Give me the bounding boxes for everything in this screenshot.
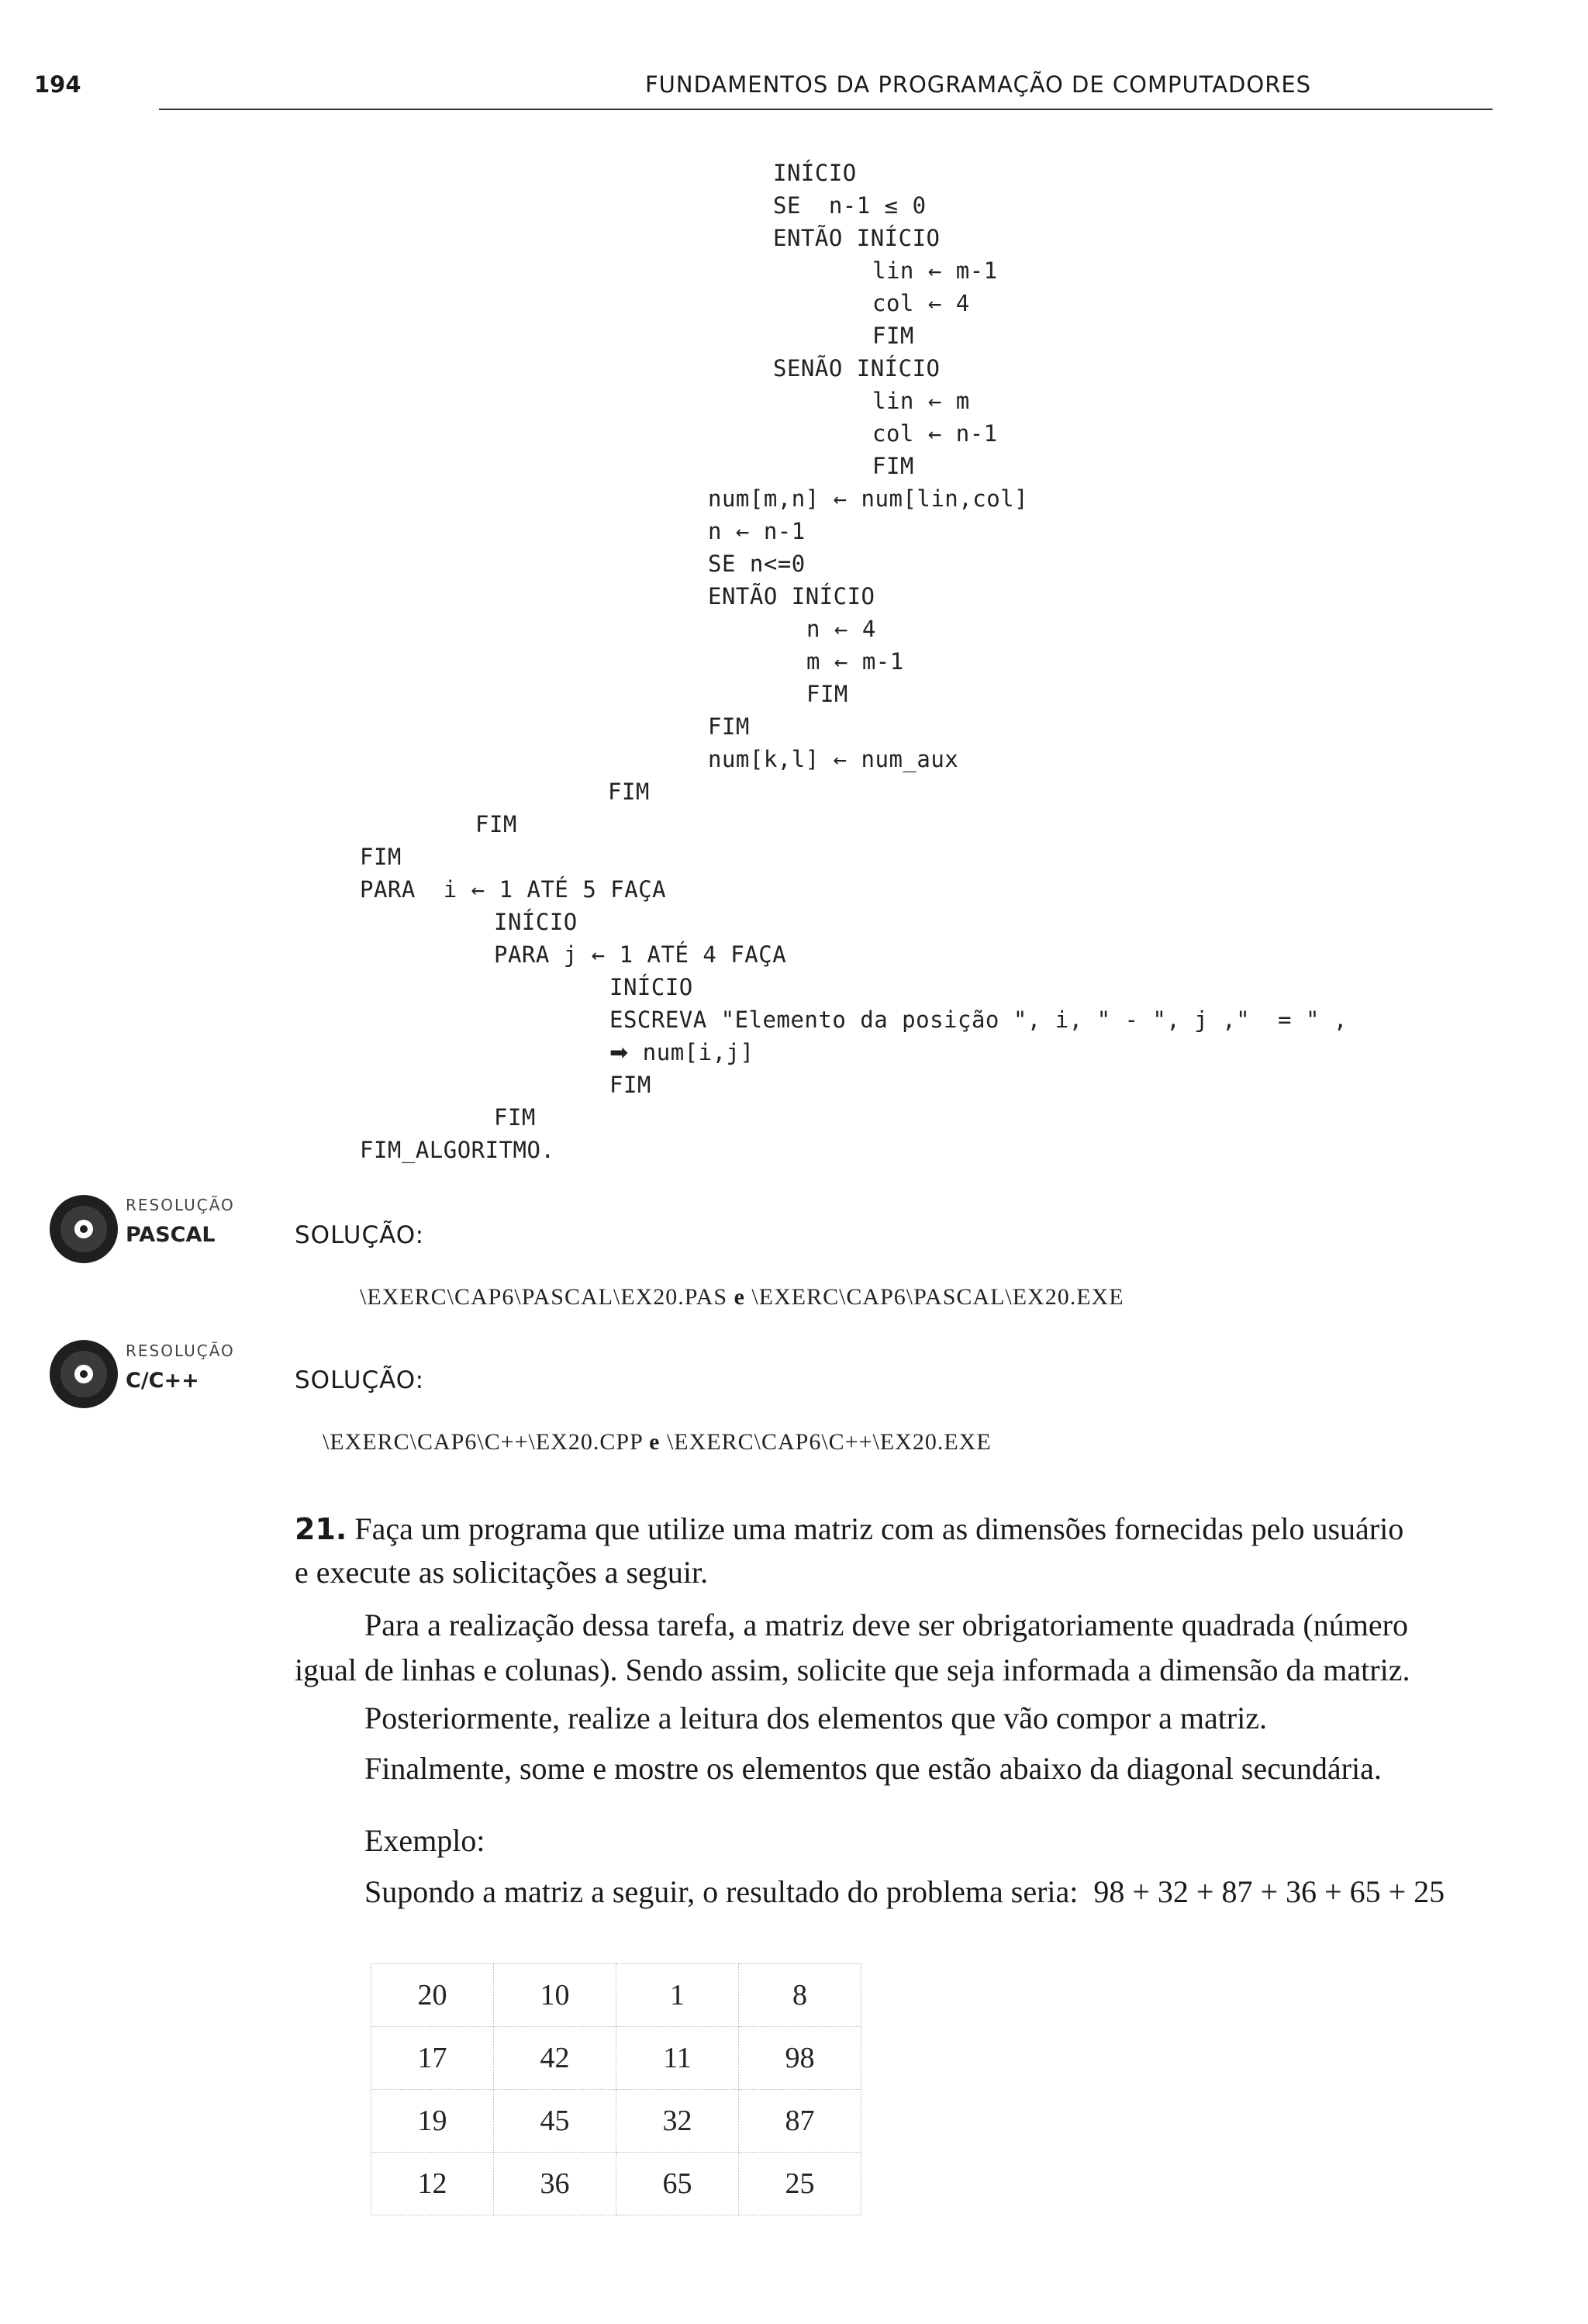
code-line: INÍCIO: [494, 909, 578, 935]
code-line: INÍCIO: [773, 160, 857, 186]
code-line: FIM: [708, 713, 750, 740]
resolution-label: RESOLUÇÃO: [126, 1196, 235, 1214]
code-line: INÍCIO: [609, 974, 693, 1000]
header-rule: [159, 109, 1493, 110]
page-number: 194: [34, 71, 81, 98]
code-line: num[i,j]: [642, 1039, 754, 1065]
matrix-row: [371, 2027, 861, 2090]
paragraph: Para a realização dessa tarefa, a matriz deve ser obrigatoriamente quadrada (número: [364, 1607, 1408, 1642]
paragraph: Finalmente, some e mostre os elementos que estão abaixo da diagonal secundária.: [364, 1751, 1382, 1786]
continuation-arrow-icon: ➡: [609, 1039, 629, 1065]
resolution-label: RESOLUÇÃO: [126, 1342, 235, 1360]
matrix-cell: 32: [616, 2090, 739, 2153]
matrix-cell: 98: [739, 2027, 861, 2090]
code-line: ESCREVA "Elemento da posição ", i, " - ", j ," = " ,: [609, 1007, 1348, 1033]
matrix-row: [371, 2153, 861, 2215]
matrix-cell: 42: [494, 2027, 616, 2090]
code-line: lin ← m-1: [872, 257, 998, 284]
matrix-cell: 17: [371, 2027, 494, 2090]
code-line: SENÃO INÍCIO: [773, 355, 941, 382]
solution-label: SOLUÇÃO:: [295, 1366, 425, 1394]
code-line: FIM: [475, 811, 517, 837]
matrix-cell: 12: [371, 2153, 494, 2215]
example-text: Supondo a matriz a seguir, o resultado do problema seria: 98 + 32 + 87 + 36 + 65 + 25: [364, 1874, 1445, 1909]
matrix-cell: 20: [371, 1964, 494, 2027]
paragraph: Posteriormente, realize a leitura dos elementos que vão compor a matriz.: [364, 1701, 1268, 1735]
code-line: lin ← m: [872, 388, 970, 414]
code-line: num[m,n] ← num[lin,col]: [708, 485, 1029, 512]
language-label: PASCAL: [126, 1223, 216, 1247]
exercise-statement: [295, 1511, 1403, 1547]
exercise-number: 21.: [295, 1512, 347, 1546]
matrix-row: [371, 1964, 861, 2027]
running-title: FUNDAMENTOS DA PROGRAMAÇÃO DE COMPUTADORES: [645, 71, 1312, 98]
path-connector: e: [734, 1284, 745, 1310]
solution-paths: [323, 1429, 992, 1456]
code-line: PARA j ← 1 ATÉ 4 FAÇA: [494, 941, 787, 968]
code-line: m ← m-1: [806, 648, 904, 675]
code-line: FIM: [806, 681, 848, 707]
code-line: FIM: [872, 453, 914, 479]
code-line-continuation: [609, 1036, 754, 1069]
matrix-cell: 19: [371, 2090, 494, 2153]
language-label: C/C++: [126, 1369, 199, 1393]
code-line: num[k,l] ← num_aux: [708, 746, 959, 772]
matrix-cell: 8: [739, 1964, 861, 2027]
matrix-row: [371, 2090, 861, 2153]
code-line: ENTÃO INÍCIO: [708, 583, 875, 609]
exercise-text: e execute as solicitações a seguir.: [295, 1555, 709, 1590]
code-line: ENTÃO INÍCIO: [773, 225, 941, 251]
matrix-cell: 36: [494, 2153, 616, 2215]
matrix-cell: 1: [616, 1964, 739, 2027]
matrix-cell: 65: [616, 2153, 739, 2215]
exercise-text: Faça um programa que utilize uma matriz com as dimensões fornecidas pelo usuário: [354, 1511, 1404, 1546]
source-file-path: \EXERC\CAP6\PASCAL\EX20.PAS: [360, 1284, 728, 1310]
example-matrix: [371, 1963, 861, 2215]
path-connector: e: [649, 1429, 661, 1455]
code-line: SE n-1 ≤ 0: [773, 192, 927, 219]
solution-label: SOLUÇÃO:: [295, 1221, 425, 1249]
matrix-cell: 11: [616, 2027, 739, 2090]
matrix-cell: 10: [494, 1964, 616, 2027]
matrix-cell: 87: [739, 2090, 861, 2153]
code-line: PARA i ← 1 ATÉ 5 FAÇA: [360, 876, 667, 903]
code-line: FIM: [360, 844, 402, 870]
code-line: FIM: [494, 1104, 536, 1131]
matrix-cell: 25: [739, 2153, 861, 2215]
matrix-cell: 45: [494, 2090, 616, 2153]
code-line: col ← 4: [872, 290, 970, 316]
code-line: FIM: [608, 779, 650, 805]
solution-paths: [360, 1284, 1124, 1310]
disc-icon: [45, 1190, 123, 1268]
code-line: SE n<=0: [708, 551, 806, 577]
exe-file-path: \EXERC\CAP6\PASCAL\EX20.EXE: [751, 1284, 1124, 1310]
example-label: Exemplo:: [364, 1823, 485, 1858]
paragraph: igual de linhas e colunas). Sendo assim, solicite que seja informada a dimensão da matriz.: [295, 1652, 1410, 1687]
code-line: n ← 4: [806, 616, 876, 642]
code-line: col ← n-1: [872, 420, 998, 447]
code-line: n ← n-1: [708, 518, 806, 544]
code-line: FIM: [872, 323, 914, 349]
source-file-path: \EXERC\CAP6\C++\EX20.CPP: [323, 1429, 643, 1455]
code-line: FIM_ALGORITMO.: [360, 1137, 555, 1163]
code-line: FIM: [609, 1072, 651, 1098]
exe-file-path: \EXERC\CAP6\C++\EX20.EXE: [666, 1429, 992, 1455]
disc-icon: [45, 1335, 123, 1413]
